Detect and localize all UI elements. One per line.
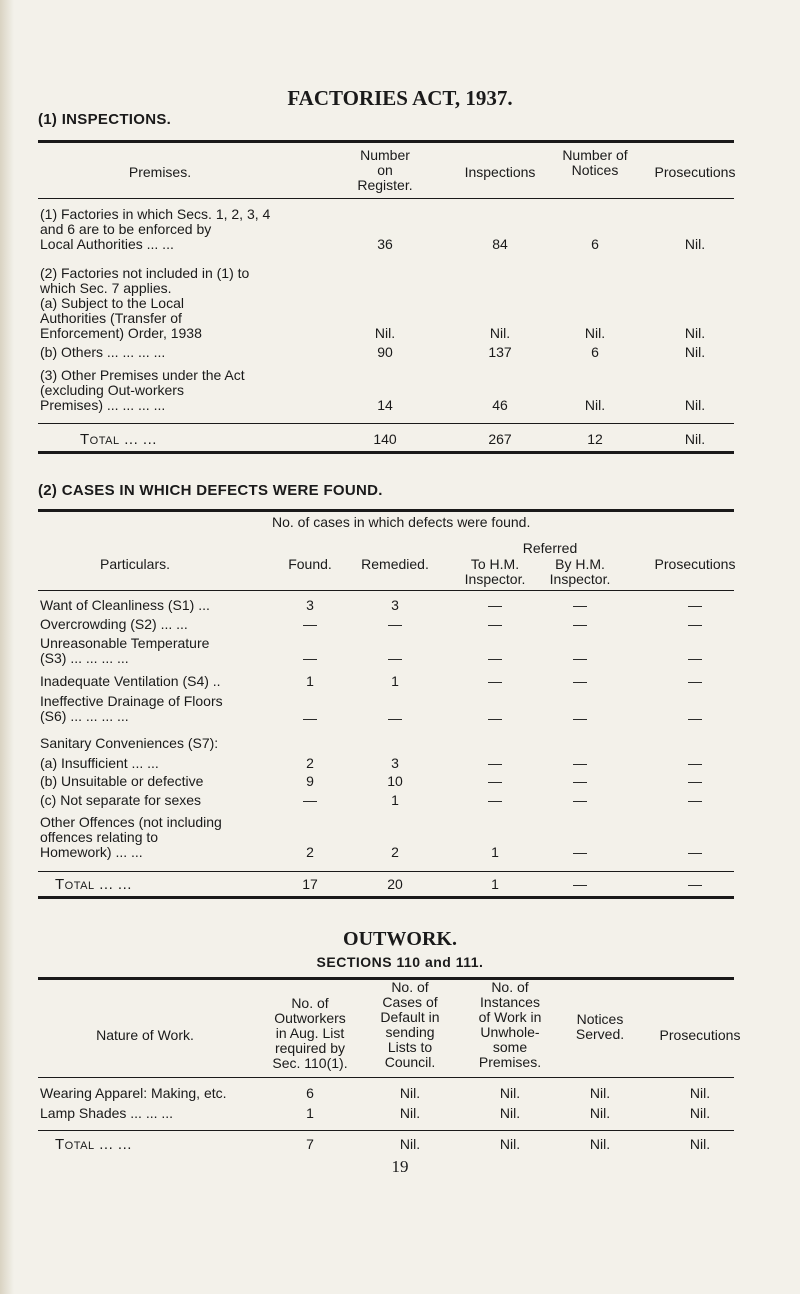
cell-prosecutions: Nil.	[689, 1105, 711, 1121]
cell-prosecutions: Nil.	[684, 397, 706, 413]
page-number: 19	[391, 1157, 409, 1176]
col-header-remedied: Remedied.	[361, 556, 429, 572]
cell-prosecutions: —	[688, 755, 702, 771]
table-rule	[38, 509, 734, 512]
cell-by-hm: —	[573, 710, 587, 726]
cell-register: 90	[377, 344, 393, 360]
table-rule	[38, 896, 734, 899]
cell-remedied: 10	[387, 773, 403, 789]
total-found: 17	[302, 876, 318, 892]
cell-by-hm: —	[573, 673, 587, 689]
outwork-title: OUTWORK.	[343, 928, 457, 950]
row-label: (b) Unsuitable or defective	[40, 773, 204, 789]
total-prosecutions: Nil.	[689, 1136, 711, 1152]
cell-default: Nil.	[399, 1085, 421, 1101]
table-rule	[38, 1130, 734, 1131]
cell-by-hm: —	[573, 650, 587, 666]
col-header-particulars: Particulars.	[99, 556, 171, 572]
total-prosecutions: Nil.	[684, 431, 706, 447]
cell-found: —	[303, 650, 317, 666]
col-header-prosecutions: Prosecutions	[659, 1027, 741, 1043]
col-header-default: No. of Cases of Default in sending Lists to Council.	[380, 979, 440, 1070]
cell-register: 14	[377, 397, 393, 413]
cell-to-hm: —	[488, 792, 502, 808]
row-label: Lamp Shades ... ... ...	[40, 1105, 174, 1121]
row-label: Overcrowding (S2) ... ...	[40, 616, 188, 632]
cell-to-hm: —	[488, 755, 502, 771]
cell-inspections: 137	[488, 344, 512, 360]
cell-notices: Nil.	[584, 397, 606, 413]
total-label: Total ... ...	[55, 876, 132, 893]
cell-to-hm: —	[488, 773, 502, 789]
cell-instances: Nil.	[499, 1105, 521, 1121]
row-label: Inadequate Ventilation (S4) ..	[40, 673, 221, 689]
cell-to-hm: —	[488, 710, 502, 726]
cell-found: 9	[306, 773, 314, 789]
total-default: Nil.	[399, 1136, 421, 1152]
table-rule	[38, 198, 734, 199]
cell-by-hm: —	[573, 792, 587, 808]
row-label: Wearing Apparel: Making, etc.	[40, 1085, 227, 1101]
col-header-notices: Notices Served.	[575, 1011, 625, 1042]
outwork-subtitle: SECTIONS 110 and 111.	[316, 954, 484, 970]
cell-prosecutions: —	[688, 773, 702, 789]
cell-prosecutions: —	[688, 597, 702, 613]
col-header-by-hm: By H.M. Inspector.	[549, 556, 611, 587]
col-header-register: Number on Register.	[357, 147, 413, 193]
cell-default: Nil.	[399, 1105, 421, 1121]
col-header-outworkers: No. of Outworkers in Aug. List required by Sec. 110(1).	[272, 995, 348, 1071]
cell-found: —	[303, 792, 317, 808]
cell-register: Nil.	[374, 325, 396, 341]
cell-to-hm: —	[488, 650, 502, 666]
row-label: (a) Subject to the Local Authorities (Transfer of Enforcement) Order, 1938	[40, 295, 202, 341]
table-rule	[38, 140, 734, 143]
row-label: Unreasonable Temperature (S3) ... ... ... ...	[40, 635, 210, 666]
cell-found: —	[303, 710, 317, 726]
cell-notices: Nil.	[589, 1085, 611, 1101]
cell-inspections: 84	[492, 236, 508, 252]
total-inspections: 267	[488, 431, 512, 447]
cell-remedied: 3	[391, 597, 399, 613]
cell-found: 2	[306, 844, 314, 860]
col-header-premises: Premises.	[128, 164, 192, 180]
cell-by-hm: —	[573, 773, 587, 789]
cell-remedied: 1	[391, 792, 399, 808]
col-header-inspections: Inspections	[464, 164, 536, 180]
cell-by-hm: —	[573, 755, 587, 771]
cell-notices: 6	[591, 236, 599, 252]
row-label: (a) Insufficient ... ...	[40, 755, 159, 771]
cell-prosecutions: —	[688, 844, 702, 860]
cell-prosecutions: Nil.	[689, 1085, 711, 1101]
cell-to-hm: —	[488, 673, 502, 689]
cell-prosecutions: —	[688, 792, 702, 808]
total-label: Total ... ...	[55, 1136, 132, 1153]
cell-prosecutions: —	[688, 616, 702, 632]
span-header: No. of cases in which defects were found.	[272, 514, 531, 530]
cell-notices: Nil.	[584, 325, 606, 341]
defects-heading: (2) CASES IN WHICH DEFECTS WERE FOUND.	[38, 482, 383, 499]
cell-remedied: 2	[391, 844, 399, 860]
cell-register: 36	[377, 236, 393, 252]
cell-prosecutions: Nil.	[684, 236, 706, 252]
cell-inspections: Nil.	[489, 325, 511, 341]
cell-prosecutions: Nil.	[684, 325, 706, 341]
table-rule	[38, 871, 734, 872]
cell-instances: Nil.	[499, 1085, 521, 1101]
page-edge-shadow	[0, 0, 14, 1294]
row-label: (3) Other Premises under the Act (excluding Out-workers Premises) ... ... ... ...	[40, 367, 245, 413]
col-header-found: Found.	[288, 556, 332, 572]
table-rule	[38, 1077, 734, 1078]
col-header-instances: No. of Instances of Work in Unwhole- some Premises.	[478, 979, 542, 1070]
inspections-heading: (1) INSPECTIONS.	[38, 111, 172, 128]
cell-found: 1	[306, 673, 314, 689]
table-rule	[38, 590, 734, 591]
col-header-notices: Number of Notices	[562, 147, 628, 178]
total-to-hm: 1	[491, 876, 499, 892]
total-by-hm: —	[573, 876, 587, 892]
cell-remedied: 3	[391, 755, 399, 771]
cell-found: —	[303, 616, 317, 632]
total-instances: Nil.	[499, 1136, 521, 1152]
cell-found: 2	[306, 755, 314, 771]
cell-remedied: —	[388, 710, 402, 726]
total-notices: Nil.	[589, 1136, 611, 1152]
total-remedied: 20	[387, 876, 403, 892]
cell-outworkers: 1	[306, 1105, 314, 1121]
cell-remedied: —	[388, 616, 402, 632]
cell-remedied: —	[388, 650, 402, 666]
cell-outworkers: 6	[306, 1085, 314, 1101]
cell-by-hm: —	[573, 844, 587, 860]
cell-to-hm: —	[488, 597, 502, 613]
col-header-prosecutions: Prosecutions	[654, 556, 736, 572]
row-label: Want of Cleanliness (S1) ...	[40, 597, 210, 613]
total-prosecutions: —	[688, 876, 702, 892]
row-label: Ineffective Drainage of Floors (S6) ... ... ... ...	[40, 693, 223, 724]
cell-inspections: 46	[492, 397, 508, 413]
table-rule	[38, 451, 734, 454]
row-label: (c) Not separate for sexes	[40, 792, 202, 808]
cell-to-hm: —	[488, 616, 502, 632]
row-label: (b) Others ... ... ... ...	[40, 344, 166, 360]
total-register: 140	[373, 431, 397, 447]
page-title: FACTORIES ACT, 1937.	[287, 86, 513, 110]
cell-prosecutions: —	[688, 673, 702, 689]
table-rule	[38, 423, 734, 424]
row-label: Sanitary Conveniences (S7):	[40, 735, 219, 751]
cell-notices: 6	[591, 344, 599, 360]
cell-prosecutions: —	[688, 650, 702, 666]
cell-notices: Nil.	[589, 1105, 611, 1121]
cell-prosecutions: —	[688, 710, 702, 726]
row-label: Other Offences (not including offences relating to Homework) ... ...	[40, 814, 222, 860]
cell-remedied: 1	[391, 673, 399, 689]
cell-found: 3	[306, 597, 314, 613]
total-notices: 12	[587, 431, 603, 447]
cell-to-hm: 1	[491, 844, 499, 860]
col-header-to-hm: To H.M. Inspector.	[464, 556, 526, 587]
referred-header: Referred	[522, 540, 578, 556]
row-label: (1) Factories in which Secs. 1, 2, 3, 4 and 6 are to be enforced by Local Authorities ... ...	[40, 206, 271, 252]
total-label: Total ... ...	[80, 431, 157, 448]
cell-by-hm: —	[573, 597, 587, 613]
col-header-nature: Nature of Work.	[96, 1027, 194, 1043]
cell-by-hm: —	[573, 616, 587, 632]
cell-prosecutions: Nil.	[684, 344, 706, 360]
total-outworkers: 7	[306, 1136, 314, 1152]
row-label: (2) Factories not included in (1) to which Sec. 7 applies.	[40, 265, 250, 296]
col-header-prosecutions: Prosecutions	[654, 164, 736, 180]
